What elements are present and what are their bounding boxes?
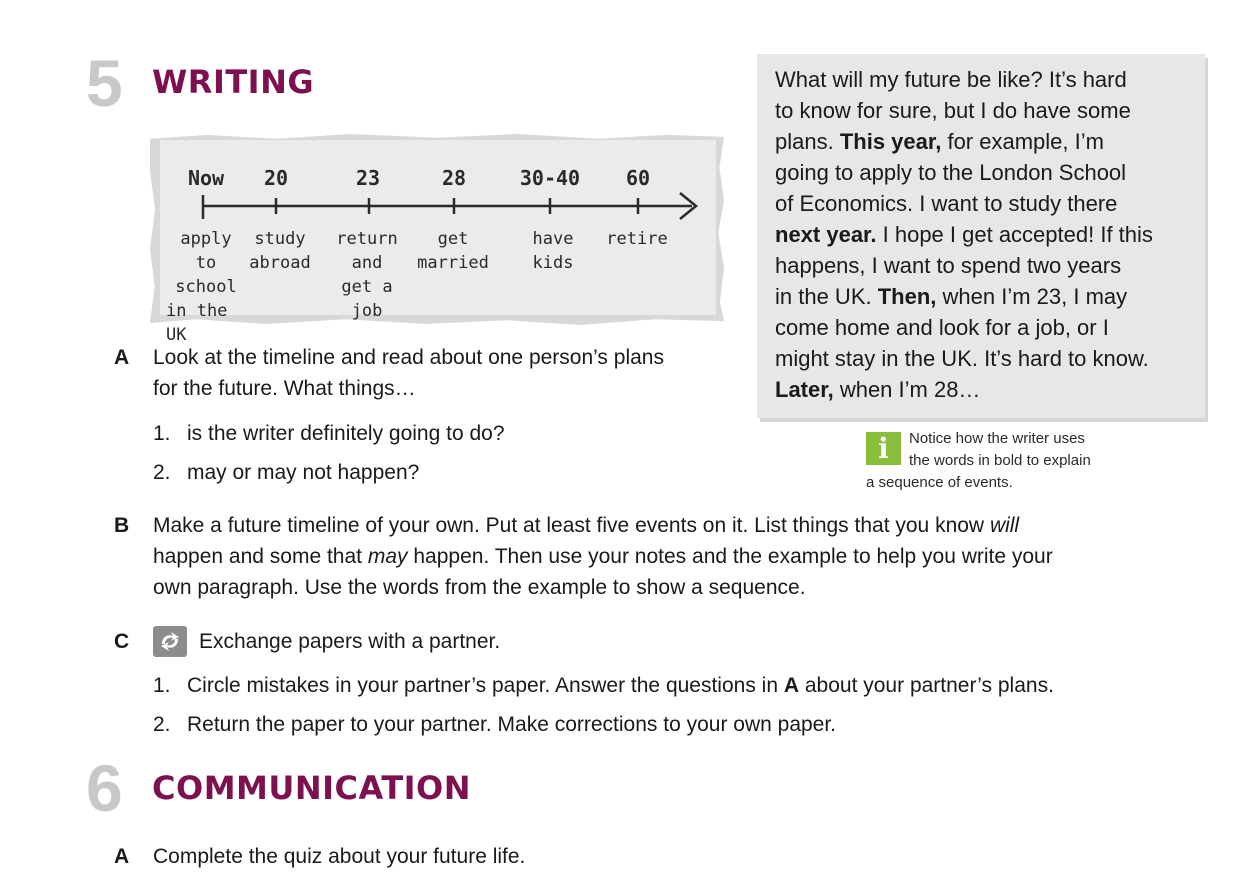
event-line: and: [351, 253, 383, 273]
sequence-word: next year.: [775, 222, 877, 247]
item-number: 2.: [153, 713, 171, 736]
text-run: Circle mistakes in your partner’s paper. Answer the questions in: [187, 674, 784, 697]
paragraph-line: [775, 312, 1195, 343]
text-run: when I’m 23, I may: [936, 284, 1128, 309]
timeline-heading: 28: [441, 166, 467, 190]
pair-work-icon: [153, 626, 187, 657]
text-run: going to apply to the London School: [775, 160, 1127, 185]
section-number: 6: [86, 751, 121, 825]
item-number: 2.: [153, 461, 171, 484]
task-text: Complete the quiz about your future life.: [153, 845, 526, 868]
event-line: have: [532, 229, 574, 249]
task-text: for the future. What things…: [153, 377, 416, 400]
text-run: I hope I get accepted! If this: [876, 222, 1153, 247]
text-run: come home and look for a job, or I: [775, 315, 1109, 340]
task-text: [153, 510, 1019, 541]
timeline-heading: 23: [355, 166, 381, 190]
text-run: What will my future be like? It’s hard: [775, 67, 1127, 92]
text-run: for example, I’m: [941, 129, 1104, 154]
info-icon: i: [866, 432, 901, 465]
event-line: retire: [606, 229, 668, 249]
timeline-event: [326, 227, 408, 323]
paragraph-line: [775, 64, 1195, 95]
text-run: happen. Then use your notes and the example to help you write your: [407, 545, 1053, 568]
bold-ref: A: [783, 674, 800, 697]
paragraph-line: [775, 188, 1195, 219]
timeline-heading: 30-40: [519, 166, 581, 190]
info-note-line: a sequence of events.: [866, 474, 1013, 491]
event-line: return: [336, 229, 398, 249]
item-text: Return the paper to your partner. Make corrections to your own paper.: [187, 713, 837, 736]
paragraph-line: [775, 126, 1195, 157]
paragraph-line: [775, 343, 1195, 374]
text-run: might stay in the UK. It’s hard to know.: [775, 346, 1149, 371]
timeline-event: [244, 227, 316, 275]
paragraph-line: [775, 374, 1195, 405]
section-title: COMMUNICATION: [152, 769, 472, 807]
section-number: 5: [86, 46, 121, 120]
item-number: 1.: [153, 422, 171, 445]
timeline-event: [160, 227, 252, 347]
event-line: married: [417, 253, 489, 273]
event-line: get: [437, 229, 469, 249]
event-line: in the UK: [166, 301, 228, 345]
text-run: when I’m 28…: [833, 377, 981, 402]
paragraph-line: [775, 250, 1195, 281]
item-text: may or may not happen?: [187, 461, 420, 484]
text-run: to know for sure, but I do have some: [775, 98, 1131, 123]
event-line: abroad: [249, 253, 311, 273]
paragraph-line: [775, 281, 1195, 312]
info-note-line: Notice how the writer uses: [909, 430, 1085, 447]
task-letter: A: [114, 346, 130, 369]
task-text: own paragraph. Use the words from the example to show a sequence.: [153, 576, 806, 599]
paragraph-line: [775, 219, 1195, 250]
event-line: kids: [532, 253, 574, 273]
text-run: of Economics. I want to study there: [775, 191, 1118, 216]
text-run: plans.: [775, 129, 840, 154]
section-title: WRITING: [152, 63, 315, 101]
text-run: happen and some that: [153, 545, 368, 568]
timeline-heading: Now: [187, 166, 225, 190]
text-run: happens, I want to spend two years: [775, 253, 1122, 278]
event-line: get a job: [341, 277, 393, 321]
item-number: 1.: [153, 674, 171, 697]
task-text: Exchange papers with a partner.: [199, 630, 501, 653]
emphasis: will: [989, 514, 1020, 537]
text-run: about your partner’s plans.: [799, 674, 1054, 697]
timeline-event: [604, 227, 670, 251]
timeline-event: [412, 227, 494, 275]
info-note-line: the words in bold to explain: [909, 452, 1091, 469]
task-text: [153, 541, 1053, 572]
timeline-heading: 20: [263, 166, 289, 190]
event-line: to school: [175, 253, 237, 297]
example-paragraph: [775, 64, 1195, 405]
task-letter: A: [114, 845, 130, 868]
event-line: apply: [180, 229, 232, 249]
paragraph-line: [775, 157, 1195, 188]
timeline-event: [520, 227, 586, 275]
event-line: study: [254, 229, 306, 249]
emphasis: may: [367, 545, 408, 568]
sequence-word: This year,: [839, 129, 942, 154]
item-text: [187, 670, 1054, 701]
task-text: Look at the timeline and read about one person’s plans: [153, 346, 664, 369]
item-text: is the writer definitely going to do?: [187, 422, 505, 445]
sequence-word: Later,: [775, 377, 834, 402]
timeline-heading: 60: [625, 166, 651, 190]
paragraph-line: [775, 95, 1195, 126]
sequence-word: Then,: [877, 284, 937, 309]
task-letter: C: [114, 630, 130, 653]
text-run: Make a future timeline of your own. Put at least five events on it. List things that you know: [153, 514, 990, 537]
task-letter: B: [114, 514, 130, 537]
text-run: in the UK.: [775, 284, 878, 309]
